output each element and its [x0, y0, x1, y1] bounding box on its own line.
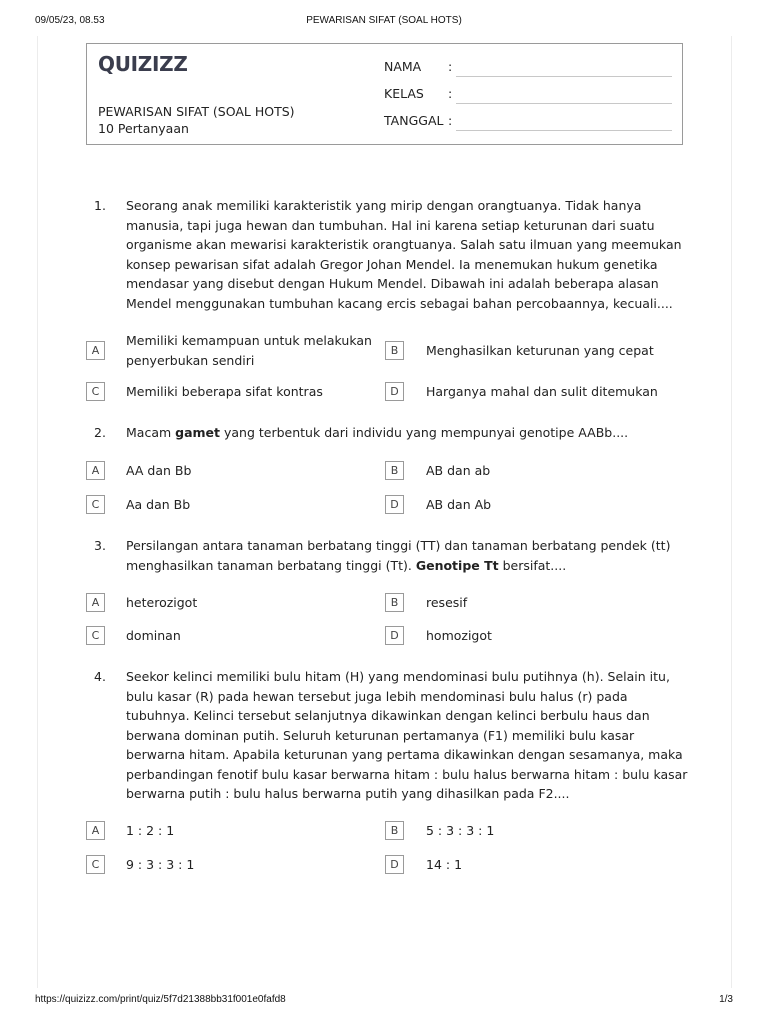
name-colon: :	[448, 59, 453, 74]
option-letter-d: D	[385, 382, 404, 401]
date-colon: :	[448, 113, 453, 128]
option-letter-c: C	[86, 382, 105, 401]
question-text-part: bersifat....	[498, 557, 567, 573]
option-letter-a: A	[86, 341, 105, 360]
option-text-d: homozigot	[426, 628, 492, 643]
name-label: NAMA	[384, 59, 422, 74]
option-text-b: Menghasilkan keturunan yang cepat	[426, 343, 654, 358]
question-text-bold: gamet	[175, 425, 221, 440]
class-line	[456, 103, 672, 104]
option-text-c: 9 : 3 : 3 : 1	[126, 857, 195, 872]
print-datetime: 09/05/23, 08.53	[35, 15, 105, 26]
question-number: 2.	[94, 425, 106, 440]
option-text-c: Memiliki beberapa sifat kontras	[126, 384, 323, 399]
option-letter-d: D	[385, 855, 404, 874]
option-text-d: Harganya mahal dan sulit ditemukan	[426, 384, 658, 399]
option-text-c: Aa dan Bb	[126, 497, 191, 512]
option-text-a: AA dan Bb	[126, 463, 192, 478]
question-text	[126, 423, 691, 443]
option-text-b: 5 : 3 : 3 : 1	[426, 823, 495, 838]
question-text-part: Macam	[126, 425, 176, 440]
option-letter-a: A	[86, 593, 105, 612]
option-text-d: 14 : 1	[426, 857, 463, 872]
date-line	[456, 130, 672, 131]
option-letter-c: C	[86, 626, 105, 645]
option-text-b: resesif	[426, 595, 468, 610]
quiz-title: PEWARISAN SIFAT (SOAL HOTS)	[98, 104, 295, 119]
option-letter-a: A	[86, 461, 105, 480]
option-letter-b: B	[385, 461, 404, 480]
quiz-header-box	[86, 43, 683, 145]
name-line	[456, 76, 672, 77]
question-text	[126, 536, 691, 575]
question-text: Seekor kelinci memiliki bulu hitam (H) yang mendominasi bulu putihnya (h). Selain itu, bulu kasar (R) pada hewan tersebut juga lebih mendominasi bulu halus (r) pada tubuhnya. Kelinci tersebut selanjutnya dikawinkan dengan kelinci berbulu haus dan berwana dominan putih. Seluruh keturunan pertamanya (F1) memiliki bulu kasar berwarna hitam. Apabila keturunan yang pertama dikawinkan dengan sesamanya, maka perbandingan fenotif bulu kasar berwarna hitam : bulu halus berwarna hitam : bulu kasar berwarna putih : bulu halus berwarna putih yang dihasilkan pada F2....	[126, 669, 688, 801]
print-doc-title: PEWARISAN SIFAT (SOAL HOTS)	[306, 15, 462, 26]
page-number: 1/3	[719, 994, 733, 1005]
option-text-d: AB dan Ab	[426, 497, 492, 512]
option-letter-b: B	[385, 341, 404, 360]
question-count: 10 Pertanyaan	[98, 121, 189, 136]
question-number: 3.	[94, 538, 106, 553]
question-text: Seorang anak memiliki karakteristik yang mirip dengan orangtuanya. Tidak hanya manusia, tapi juga hewan dan tumbuhan. Hal ini karena setiap keturunan dari suatu organisme akan mewarisi karakteristik orangtuanya. Salah satu ilmuan yang meemukan konsep pewarisan sifat adalah Gregor Johan Mendel. Ia menemukan hukum genetika mendasar yang disebut dengan Hukum Mendel. Dibawah ini adalah beberapa alasan Mendel menggunakan tumbuhan kacang ercis sebagai bahan percobaannya, kecuali....	[126, 198, 682, 311]
option-text-a: heterozigot	[126, 595, 198, 610]
option-letter-b: B	[385, 593, 404, 612]
option-letter-c: C	[86, 495, 105, 514]
date-label: TANGGAL	[384, 113, 444, 128]
class-colon: :	[448, 86, 453, 101]
option-text-b: AB dan ab	[426, 463, 491, 478]
question-text-part: Persilangan antara tanaman berbatang tinggi (TT) dan tanaman berbatang pendek (tt) menghasilkan tanaman berbatang tinggi (Tt).	[126, 538, 671, 573]
question-number: 4.	[94, 669, 106, 684]
option-text-a: Memiliki kemampuan untuk melakukan penyerbukan sendiri	[126, 333, 372, 368]
question-text-part: yang terbentuk dari individu yang mempunyai genotipe AABb....	[220, 425, 629, 440]
option-letter-c: C	[86, 855, 105, 874]
print-url[interactable]: https://quizizz.com/print/quiz/5f7d21388bb31f001e0fafd8	[35, 994, 286, 1005]
option-letter-d: D	[385, 495, 404, 514]
question-text-bold: Genotipe Tt	[415, 557, 499, 573]
question-number: 1.	[94, 198, 106, 213]
option-letter-a: A	[86, 821, 105, 840]
class-label: KELAS	[384, 86, 424, 101]
quizizz-logo: QUIZIZZ	[98, 52, 188, 76]
option-letter-d: D	[385, 626, 404, 645]
option-text-c: dominan	[126, 628, 181, 643]
option-text-a: 1 : 2 : 1	[126, 823, 175, 838]
option-letter-b: B	[385, 821, 404, 840]
